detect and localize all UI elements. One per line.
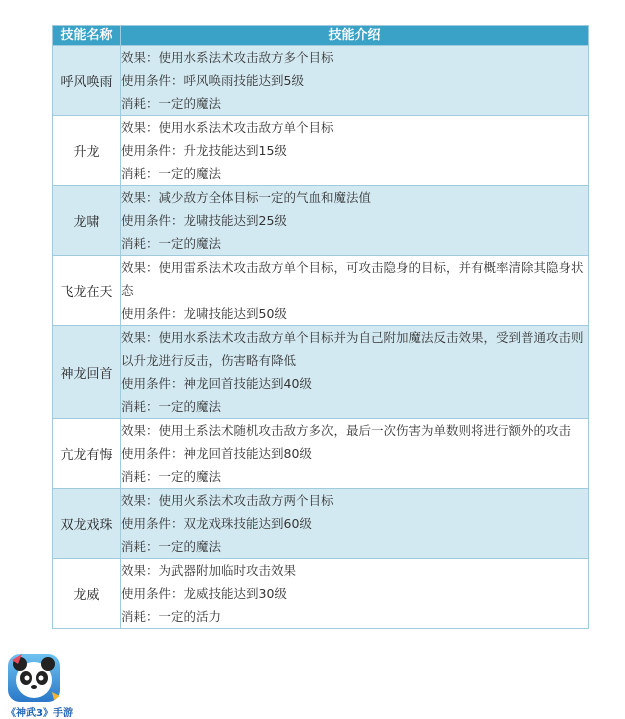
skill-description-cell [121,186,589,256]
table-row [53,419,589,489]
skill-description-line: 效果：为武器附加临时攻击效果 [121,563,297,578]
skill-description-cell [121,116,589,186]
skills-table [52,25,589,629]
skill-description-line: 消耗：一定的魔法 [121,166,222,181]
skill-name-cell: 龙威 [53,559,121,629]
skill-name-cell: 双龙戏珠 [53,489,121,559]
skill-name-cell: 升龙 [53,116,121,186]
skill-description-cell [121,559,589,629]
skill-description-line: 使用条件：神龙回首技能达到40级 [121,376,312,391]
table-row [53,256,589,326]
table-row [53,559,589,629]
table-row [53,489,589,559]
skill-description-line: 消耗：一定的活力 [121,609,222,624]
skill-description-cell [121,489,589,559]
header-skill-desc: 技能介绍 [121,26,589,46]
skill-description-line: 使用条件：双龙戏珠技能达到60级 [121,516,312,531]
skill-description-line: 效果：使用火系法术攻击敌方两个目标 [121,493,334,508]
skill-description-line: 效果：使用雷系法术攻击敌方单个目标，可攻击隐身的目标，并有概率清除其隐身状态 [121,260,584,298]
skill-name-cell: 亢龙有悔 [53,419,121,489]
skill-description-line: 效果：使用土系法术随机攻击敌方多次，最后一次伤害为单数则将进行额外的攻击 [121,423,572,438]
skill-description-line: 使用条件：呼风唤雨技能达到5级 [121,73,304,88]
table-row [53,46,589,116]
skill-description-line: 使用条件：升龙技能达到15级 [121,143,287,158]
skill-description-line: 使用条件：龙威技能达到30级 [121,586,287,601]
skill-description-cell [121,256,589,326]
skill-description-line: 消耗：一定的魔法 [121,539,222,554]
skill-description-cell [121,419,589,489]
skill-description-line: 消耗：一定的魔法 [121,96,222,111]
table-row [53,116,589,186]
table-row [53,186,589,256]
skill-description-cell [121,326,589,419]
table-row [53,326,589,419]
skill-description-line: 效果：使用水系法术攻击敌方单个目标 [121,120,334,135]
skill-description-cell [121,46,589,116]
skill-description-line: 消耗：一定的魔法 [121,236,222,251]
skill-description-line: 使用条件：龙啸技能达到25级 [121,213,287,228]
skill-description-line: 消耗：一定的魔法 [121,399,222,414]
header-skill-name: 技能名称 [53,26,121,46]
watermark-text: 《神武3》手游 [6,708,73,719]
skill-description-line: 效果：减少敌方全体目标一定的气血和魔法值 [121,190,372,205]
skill-name-cell: 龙啸 [53,186,121,256]
skill-name-cell: 呼风唤雨 [53,46,121,116]
skill-description-line: 效果：使用水系法术攻击敌方多个目标 [121,50,334,65]
skill-name-cell: 神龙回首 [53,326,121,419]
skill-description-line: 使用条件：龙啸技能达到50级 [121,306,287,321]
skill-description-line: 效果：使用水系法术攻击敌方单个目标并为自己附加魔法反击效果，受到普通攻击则以升龙进行反击，伤害略有降低 [121,330,584,368]
skill-name-cell: 飞龙在天 [53,256,121,326]
skill-description-line: 使用条件：神龙回首技能达到80级 [121,446,312,461]
skill-description-line: 消耗：一定的魔法 [121,469,222,484]
table-header-row [53,26,589,46]
